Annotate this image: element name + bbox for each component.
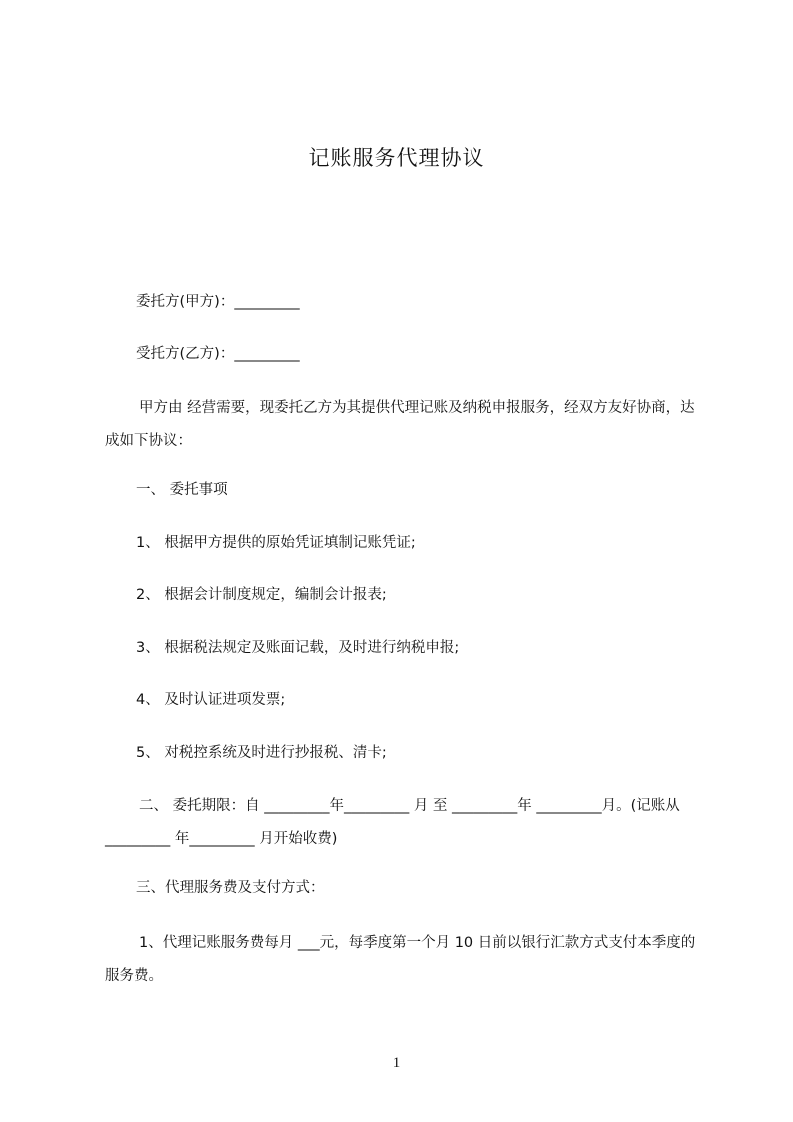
intro-paragraph <box>105 392 705 458</box>
item-2: 2、 根据会计制度规定，编制会计报表; <box>136 587 387 603</box>
intro-text: 甲方由 经营需要，现委托乙方为其提供代理记账及纳税申报服务，经双方友好协商，达成如下协议： <box>105 400 695 449</box>
section2-paragraph <box>105 790 705 856</box>
fee-paragraph <box>105 927 705 993</box>
item-1: 1、 根据甲方提供的原始凭证填制记账凭证; <box>136 535 416 551</box>
section2-text: 二、 委托期限：自 _________年_________ 月 至 _________年 _________月。(记账从_________ 年_________ 月开始收费) <box>105 798 680 847</box>
party-b-line: 受托方(乙方)：_________ <box>136 346 300 362</box>
section3-heading: 三、代理服务费及支付方式： <box>136 880 325 896</box>
fee-text: 1、代理记账服务费每月 ___元，每季度第一个月 10 日前以银行汇款方式支付本季度的服务费。 <box>105 935 696 984</box>
item-3: 3、 根据税法规定及账面记载，及时进行纳税申报; <box>136 640 460 656</box>
document-title: 记账服务代理协议 <box>308 146 485 170</box>
page-number: 1 <box>392 1055 401 1071</box>
party-a-line: 委托方(甲方)：_________ <box>136 294 300 310</box>
section1-heading: 一、 委托事项 <box>136 482 228 498</box>
item-5: 5、 对税控系统及时进行抄报税、清卡; <box>136 745 387 761</box>
item-4: 4、 及时认证进项发票; <box>136 692 286 708</box>
